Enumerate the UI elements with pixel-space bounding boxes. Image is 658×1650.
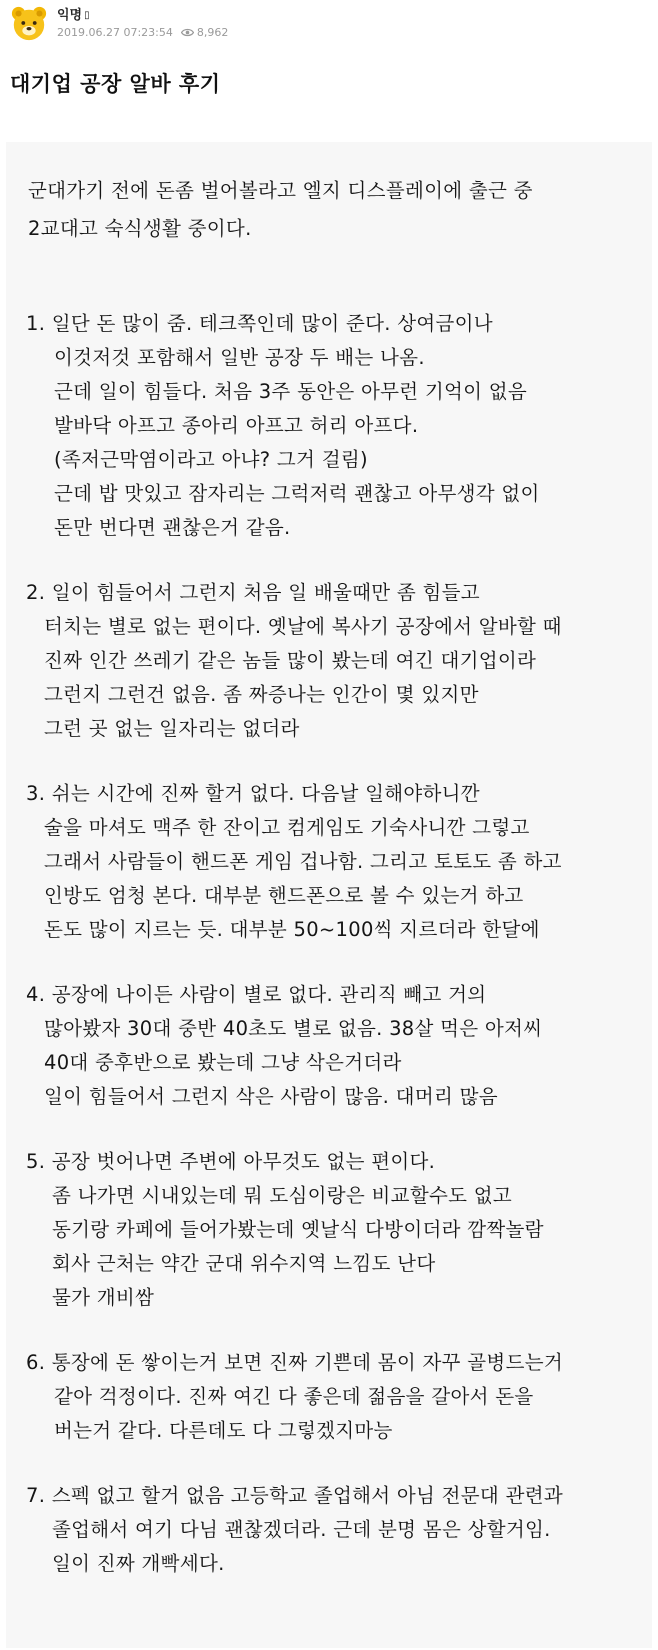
post-timestamp: 2019.06.27 07:23:54: [57, 26, 173, 39]
body-line: 1. 일단 돈 많이 줌. 테크쪽인데 많이 준다. 상여금이나: [26, 312, 493, 335]
body-line: 근데 밥 맛있고 잠자리는 그럭저럭 괜찮고 아무생각 없이: [54, 482, 540, 505]
author-badge-icon: ▯: [84, 10, 90, 21]
body-line: 술을 마셔도 맥주 한 잔이고 컴게임도 기숙사니깐 그렇고: [44, 816, 530, 839]
body-line: 군대가기 전에 돈좀 벌어볼라고 엘지 디스플레이에 출근 중: [28, 179, 533, 202]
bear-avatar-icon[interactable]: [10, 4, 48, 42]
body-line: 졸업해서 여기 다님 괜찮겠더라. 근데 분명 몸은 상할거임.: [52, 1518, 551, 1541]
body-line: 버는거 같다. 다른데도 다 그렇겠지마능: [54, 1419, 393, 1442]
body-line: 인방도 엄청 본다. 대부분 핸드폰으로 볼 수 있는거 하고: [44, 884, 524, 907]
body-line: 5. 공장 벗어나면 주변에 아무것도 없는 편이다.: [26, 1150, 436, 1173]
author-name[interactable]: 익명 ▯: [57, 8, 90, 23]
body-line: 4. 공장에 나이든 사람이 별로 없다. 관리직 빼고 거의: [26, 983, 487, 1006]
body-line: 일이 힘들어서 그런지 삭은 사람이 많음. 대머리 많음: [44, 1085, 498, 1108]
body-line: 일이 진짜 개빡세다.: [52, 1552, 225, 1575]
body-line: 40대 중후반으로 봤는데 그냥 삭은거더라: [44, 1051, 402, 1074]
body-line: 그런 곳 없는 일자리는 없더라: [44, 717, 300, 740]
eye-icon: [181, 28, 194, 37]
post-header: [10, 2, 650, 46]
body-line: 발바닥 아프고 종아리 아프고 허리 아프다.: [54, 414, 419, 437]
body-line: 터치는 별로 없는 편이다. 옛날에 복사기 공장에서 알바할 때: [44, 615, 562, 638]
body-line: 물가 개비쌈: [52, 1286, 155, 1309]
body-line: 돈도 많이 지르는 듯. 대부분 50~100씩 지르더라 한달에: [44, 918, 540, 941]
body-line: 2. 일이 힘들어서 그런지 처음 일 배울때만 좀 힘들고: [26, 581, 480, 604]
body-line: 진짜 인간 쓰레기 같은 놈들 많이 봤는데 여긴 대기업이라: [44, 649, 537, 672]
view-count: [181, 26, 229, 39]
body-line: 회사 근처는 약간 군대 위수지역 느낌도 난다: [52, 1252, 436, 1275]
body-line: 2교대고 숙식생활 중이다.: [28, 217, 252, 240]
body-line: 6. 통장에 돈 쌓이는거 보면 진짜 기쁜데 몸이 자꾸 골병드는거: [26, 1351, 563, 1374]
body-line: 같아 걱정이다. 진짜 여긴 다 좋은데 젊음을 갈아서 돈을: [54, 1385, 534, 1408]
body-line: 7. 스펙 없고 할거 없음 고등학교 졸업해서 아님 전문대 관련과: [26, 1484, 563, 1507]
body-line: 그래서 사람들이 핸드폰 게임 겁나함. 그리고 토토도 좀 하고: [44, 850, 562, 873]
body-line: 많아봤자 30대 중반 40초도 별로 없음. 38살 먹은 아저씨: [44, 1017, 543, 1040]
post-title: 대기업 공장 알바 후기: [10, 72, 221, 96]
post-meta: [57, 26, 228, 39]
body-line: 이것저것 포함해서 일반 공장 두 배는 나옴.: [54, 346, 425, 369]
body-line: 근데 일이 힘들다. 처음 3주 동안은 아무런 기억이 없음: [54, 380, 528, 403]
body-line: 좀 나가면 시내있는데 뭐 도심이랑은 비교할수도 없고: [52, 1184, 513, 1207]
body-line: 돈만 번다면 괜찮은거 같음.: [54, 516, 291, 539]
body-line: 3. 쉬는 시간에 진짜 할거 없다. 다음날 일해야하니깐: [26, 782, 480, 805]
body-line: (족저근막염이라고 아냐? 그거 걸림): [54, 448, 368, 471]
post-body-image: [6, 142, 652, 1648]
body-line: 동기랑 카페에 들어가봤는데 옛날식 다방이더라 깜짝놀람: [52, 1218, 544, 1241]
body-line: 그런지 그런건 없음. 좀 짜증나는 인간이 몇 있지만: [44, 683, 479, 706]
view-count-value: 8,962: [196, 26, 229, 39]
